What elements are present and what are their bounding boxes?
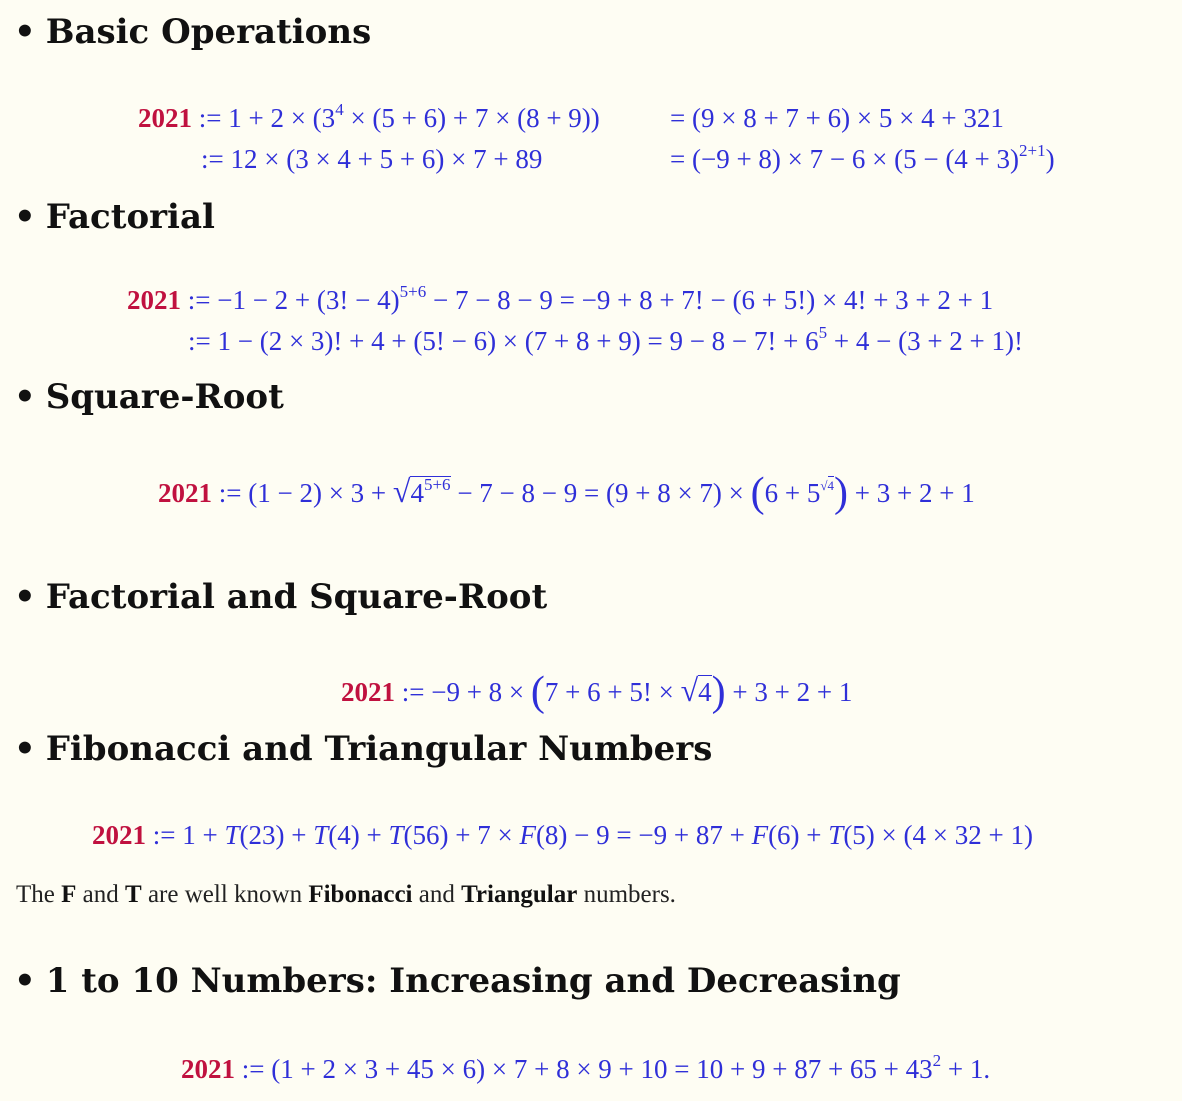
math-part: + 1. bbox=[941, 1054, 991, 1084]
year-label: 2021 bbox=[181, 1054, 235, 1084]
math-part: (4) + bbox=[328, 820, 389, 850]
note-text: and bbox=[76, 881, 126, 908]
note-text: numbers. bbox=[577, 881, 676, 908]
function-name: T bbox=[313, 820, 329, 850]
math-part: := 1 + 2 × (3 bbox=[198, 103, 336, 133]
heading-text: Square-Root bbox=[45, 377, 284, 417]
math-part: := (1 + 2 × 3 + 45 × 6) × 7 + 8 × 9 + 10 = 10 + 9 + 87 + 65 + 43 bbox=[241, 1054, 933, 1084]
bullet-icon: • bbox=[14, 577, 36, 617]
math-part: (23) + bbox=[239, 820, 314, 850]
math-part: (56) + 7 × bbox=[403, 820, 520, 850]
note-text: and bbox=[412, 881, 462, 908]
year-label: 2021 bbox=[158, 478, 212, 508]
bullet-icon: • bbox=[14, 197, 36, 237]
math-part: 6 + 5 bbox=[764, 478, 821, 508]
heading-text: 1 to 10 Numbers: Increasing and Decreasing bbox=[45, 961, 901, 1001]
equation-factorial-square-root bbox=[341, 669, 853, 715]
heading-basic-operations bbox=[14, 12, 371, 52]
year-label: 2021 bbox=[92, 820, 146, 850]
math-part: − 7 − 8 − 9 = −9 + 8 + 7! − (6 + 5!) × 4! + 3 + 2 + 1 bbox=[426, 285, 994, 315]
year-label: 2021 bbox=[127, 285, 181, 315]
big-paren-open: ( bbox=[750, 470, 765, 516]
note-bold: Fibonacci bbox=[308, 881, 413, 908]
math-part: ) bbox=[1045, 144, 1055, 174]
note-text: are well known bbox=[141, 881, 309, 908]
note-text: The bbox=[16, 881, 62, 908]
equation-fibonacci-triangular bbox=[92, 818, 1033, 852]
math-part: + 4 − (3 + 2 + 1)! bbox=[827, 326, 1024, 356]
big-paren-close: ) bbox=[711, 669, 726, 715]
big-paren-close: ) bbox=[834, 470, 849, 516]
radicand: 4 bbox=[698, 677, 712, 707]
note-bold: Triangular bbox=[461, 881, 578, 908]
math-part: 7 + 6 + 5! × bbox=[544, 677, 681, 707]
math-part: − 7 − 8 − 9 = (9 + 8 × 7) × bbox=[450, 478, 751, 508]
function-name: T bbox=[224, 820, 240, 850]
equation-factorial-1 bbox=[127, 283, 993, 317]
math-part: (5) × (4 × 32 + 1) bbox=[843, 820, 1033, 850]
math-part: × (5 + 6) + 7 × (8 + 9)) bbox=[343, 103, 600, 133]
heading-fibonacci-triangular bbox=[14, 729, 712, 769]
math-part: (6) + bbox=[768, 820, 829, 850]
math-part: := −1 − 2 + (3! − 4) bbox=[187, 285, 400, 315]
exponent: 5+6 bbox=[399, 282, 427, 301]
math-part: = (9 × 8 + 7 + 6) × 5 × 4 + 321 bbox=[670, 103, 1004, 133]
heading-text: Factorial bbox=[45, 197, 215, 237]
function-name: T bbox=[388, 820, 404, 850]
big-paren-open: ( bbox=[530, 669, 545, 715]
heading-text: Factorial and Square-Root bbox=[45, 577, 548, 617]
heading-1-to-10-numbers bbox=[14, 961, 901, 1001]
equation-1-to-10 bbox=[181, 1052, 990, 1086]
exponent: 2+1 bbox=[1019, 141, 1046, 160]
math-part: := 1 − (2 × 3)! + 4 + (5! − 6) × (7 + 8 + 9) = 9 − 8 − 7! + 6 bbox=[188, 326, 819, 356]
radicand: 4 bbox=[827, 478, 835, 493]
function-name: T bbox=[828, 820, 844, 850]
radical-sign-icon: √ bbox=[680, 672, 699, 708]
equation-basic-2-lhs bbox=[201, 142, 542, 176]
radical-sign-icon: √ bbox=[820, 478, 828, 493]
bullet-icon: • bbox=[14, 377, 36, 417]
equation-basic-2-rhs bbox=[670, 142, 1055, 176]
math-part: (8) − 9 = −9 + 87 + bbox=[535, 820, 752, 850]
radical-sign-icon: √ bbox=[392, 473, 411, 509]
year-label: 2021 bbox=[341, 677, 395, 707]
function-name: F bbox=[751, 820, 769, 850]
exponent: 5+6 bbox=[423, 475, 451, 494]
math-part: := 12 × (3 × 4 + 5 + 6) × 7 + 89 bbox=[201, 144, 543, 174]
math-part: 4 bbox=[410, 478, 424, 508]
equation-basic-1-rhs bbox=[670, 101, 1004, 135]
heading-factorial-square-root bbox=[14, 577, 547, 617]
math-part: = (−9 + 8) × 7 − 6 × (5 − (4 + 3) bbox=[670, 144, 1020, 174]
equation-factorial-2 bbox=[188, 324, 1023, 358]
exponent: 5 bbox=[818, 323, 828, 342]
heading-text: Basic Operations bbox=[45, 12, 372, 52]
heading-square-root bbox=[14, 377, 284, 417]
function-name: F bbox=[519, 820, 536, 850]
exponent: 4 bbox=[335, 100, 344, 119]
math-part: + 3 + 2 + 1 bbox=[848, 478, 975, 508]
equation-square-root bbox=[158, 470, 975, 516]
year-label: 2021 bbox=[138, 103, 192, 133]
heading-text: Fibonacci and Triangular Numbers bbox=[45, 729, 713, 769]
note-bold: F bbox=[61, 881, 77, 908]
equation-basic-1-lhs bbox=[138, 101, 600, 135]
math-part: := (1 − 2) × 3 + bbox=[218, 478, 393, 508]
bullet-icon: • bbox=[14, 729, 36, 769]
math-part: := −9 + 8 × bbox=[401, 677, 531, 707]
note-bold: T bbox=[125, 881, 142, 908]
math-part: + 3 + 2 + 1 bbox=[725, 677, 853, 707]
math-part: := 1 + bbox=[152, 820, 225, 850]
bullet-icon: • bbox=[14, 961, 36, 1001]
fibonacci-note bbox=[16, 879, 676, 911]
exponent: 2 bbox=[932, 1051, 942, 1070]
radicand bbox=[410, 476, 450, 508]
heading-factorial bbox=[14, 197, 215, 237]
bullet-icon: • bbox=[14, 12, 36, 52]
